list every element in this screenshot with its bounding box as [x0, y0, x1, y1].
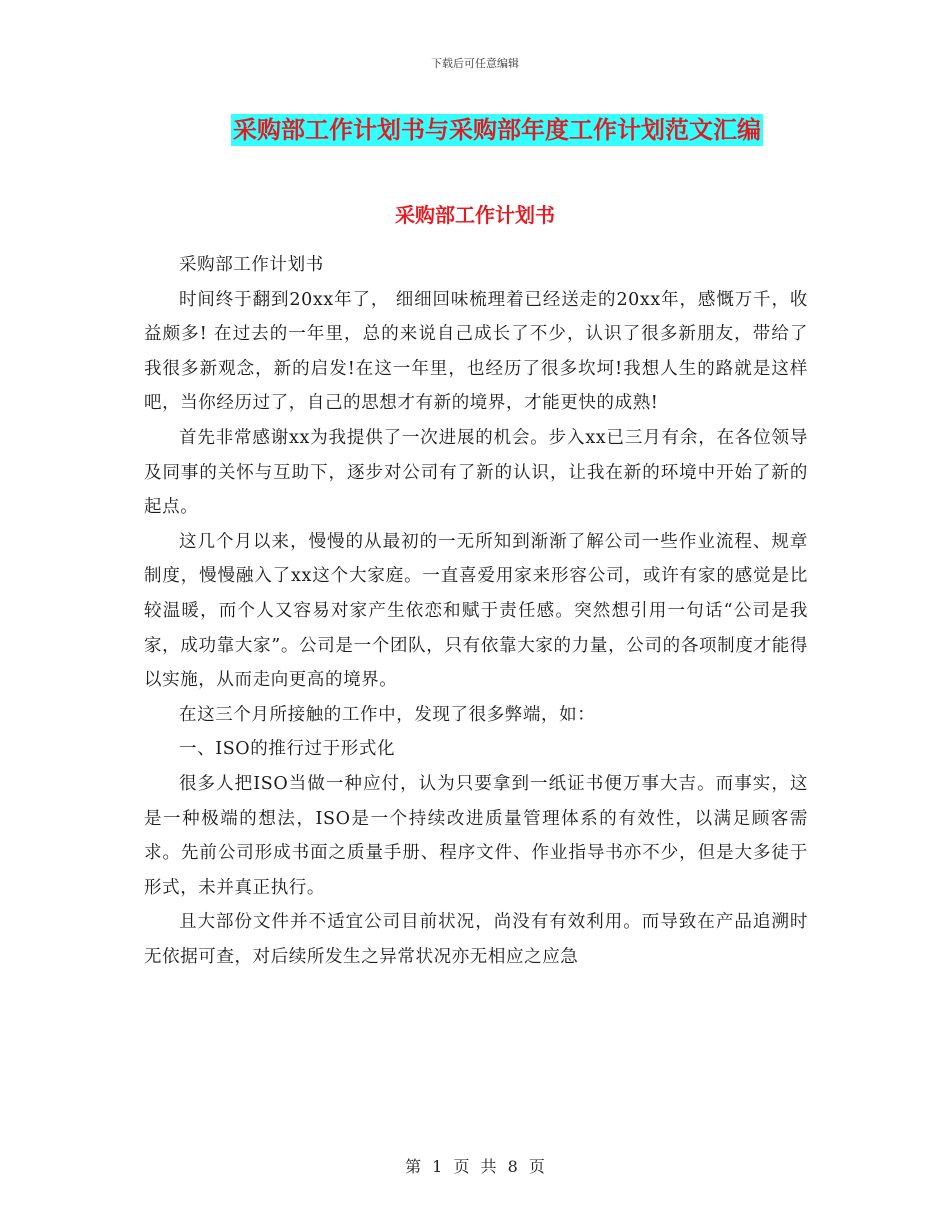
paragraph: 一、ISO的推行过于形式化 — [179, 739, 396, 760]
paragraph: 很多人把ISO当做一种应付，认为只要拿到一纸证书便万事大吉。而事实，这是一种极端的想法，ISO是一个持续改进质量管理体系的有效性，以满足顾客需求。先前公司形成书面之质量手册、程序文件、作业指导书亦不少，但是大多徒于形式，未并真正执行。 — [144, 773, 808, 898]
header-note: 下载后可任意编辑 — [431, 57, 519, 70]
main-title: 采购部工作计划书与采购部年度工作计划范文汇编 — [233, 116, 761, 144]
main-title-container — [0, 114, 950, 146]
section-title: 采购部工作计划书 — [395, 203, 555, 227]
page-footer: 第 1 页 共 8 页 — [405, 1157, 545, 1176]
paragraph: 这几个月以来，慢慢的从最初的一无所知到渐渐了解公司一些作业流程、规章制度，慢慢融入了xx这个大家庭。一直喜爱用家来形容公司，或许有家的感觉是比较温暖，而个人又容易对家产生依恋和赋于责任感。突然想引用一句话“公司是我家，成功靠大家”。公司是一个团队，只有依靠大家的力量，公司的各项制度才能得以实施，从而走向更高的境界。 — [144, 531, 808, 691]
paragraph: 采购部工作计划书 — [179, 255, 324, 275]
paragraph: 且大部份文件并不适宜公司目前状况，尚没有有效利用。而导致在产品追溯时无依据可查，对后续所发生之异常状况亦无相应之应急 — [144, 912, 808, 967]
paragraph: 首先非常感谢xx为我提供了一次进展的机会。步入xx已三月有余，在各位领导及同事的关怀与互助下，逐步对公司有了新的认识，让我在新的环境中开始了新的起点。 — [144, 427, 808, 518]
paragraph: 时间终于翻到20xx年了， 细细回味梳理着已经送走的20xx年，感慨万千，收益颇多! 在过去的一年里，总的来说自己成长了不少，认识了很多新朋友，带给了我很多新观念，新的启发!在这一年里，也经历了很多坎坷!我想人生的路就是这样吧，当你经历过了，自己的思想才有新的境界，才能更快的成熟! — [144, 289, 808, 414]
paragraph: 在这三个月所接触的工作中，发现了很多弊端，如： — [179, 704, 596, 725]
document-body — [144, 248, 808, 974]
